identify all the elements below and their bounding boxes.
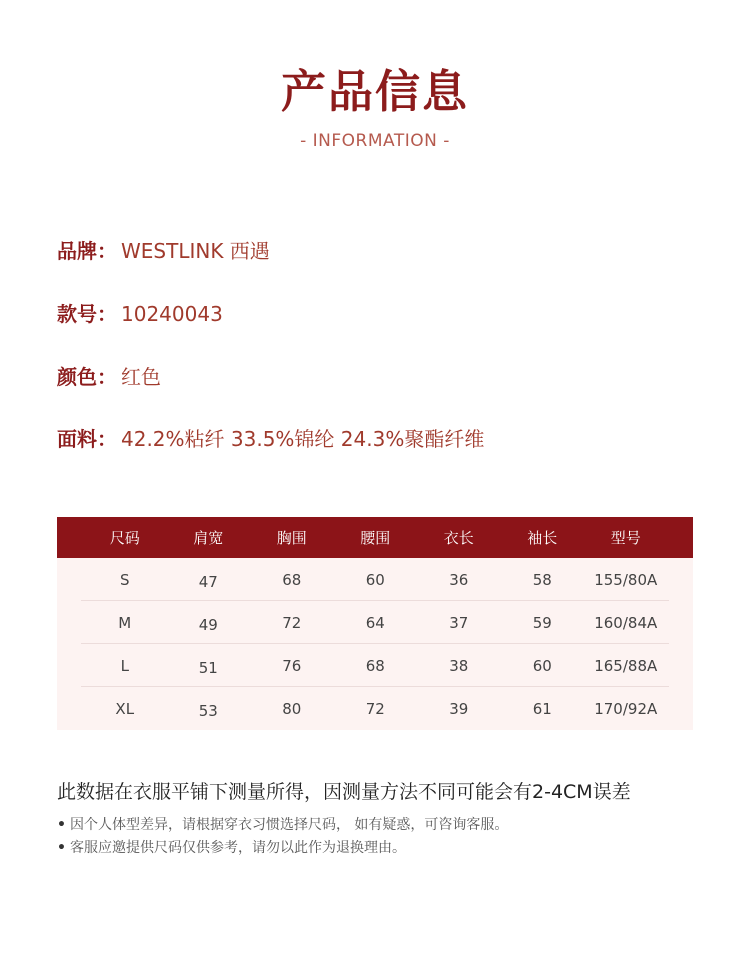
measurement-note-item	[57, 837, 406, 857]
cell-size: M	[118, 613, 132, 632]
table-row	[57, 644, 693, 687]
fabric-label: 面料：	[57, 427, 117, 451]
header-sleeve: 袖长	[527, 529, 558, 547]
brand-label: 品牌：	[57, 239, 117, 263]
color-value: 红色	[121, 365, 161, 389]
cell-sleeve: 60	[532, 656, 552, 675]
header-fit: 型号	[610, 529, 641, 547]
cell-shoulder: 51	[198, 658, 218, 677]
cell-size: XL	[115, 699, 135, 718]
color-row	[57, 361, 161, 390]
table-row	[57, 558, 693, 601]
cell-fit: 155/80A	[594, 570, 658, 589]
table-row	[57, 601, 693, 644]
cell-fit: 165/88A	[594, 656, 658, 675]
cell-shoulder: 53	[198, 701, 218, 720]
cell-sleeve: 61	[532, 699, 552, 718]
header-chest: 胸围	[276, 529, 307, 547]
cell-shoulder: 47	[198, 572, 218, 591]
cell-chest: 68	[282, 570, 302, 589]
cell-length: 37	[449, 613, 469, 632]
page-subtitle: - INFORMATION -	[300, 131, 450, 151]
header-waist: 腰围	[360, 529, 391, 547]
cell-waist: 68	[365, 656, 385, 675]
cell-shoulder: 49	[198, 615, 218, 634]
note-text: 客服应邀提供尺码仅供参考，请勿以此作为退换理由。	[69, 840, 406, 856]
measurement-note-title: 此数据在衣服平铺下测量所得，因测量方法不同可能会有2-4CM误差	[57, 781, 631, 803]
fabric-row	[57, 423, 484, 452]
cell-length: 38	[449, 656, 469, 675]
cell-sleeve: 59	[532, 613, 552, 632]
cell-waist: 60	[365, 570, 385, 589]
cell-chest: 72	[282, 613, 302, 632]
cell-length: 39	[449, 699, 469, 718]
color-label: 颜色：	[57, 365, 117, 389]
table-row	[57, 687, 693, 730]
cell-sleeve: 58	[532, 570, 552, 589]
header-shoulder: 肩宽	[193, 529, 224, 547]
size-table	[57, 517, 693, 730]
style-number-label: 款号：	[57, 302, 117, 326]
header-length: 衣长	[443, 529, 474, 547]
cell-waist: 64	[365, 613, 385, 632]
cell-chest: 76	[282, 656, 302, 675]
style-number-value: 10240043	[121, 302, 223, 326]
header-size: 尺码	[109, 529, 140, 547]
cell-fit: 170/92A	[594, 699, 658, 718]
bullet-icon: •	[57, 817, 66, 833]
cell-chest: 80	[282, 699, 302, 718]
cell-size: L	[120, 656, 129, 675]
size-table-header	[57, 517, 693, 558]
cell-fit: 160/84A	[594, 613, 658, 632]
page-title: 产品信息	[280, 65, 469, 118]
brand-value: WESTLINK 西遇	[121, 239, 270, 263]
style-number-row	[57, 298, 223, 327]
brand-row	[57, 235, 270, 264]
cell-size: S	[119, 570, 130, 589]
cell-length: 36	[449, 570, 469, 589]
note-text: 因个人体型差异，请根据穿衣习惯选择尺码， 如有疑惑，可咨询客服。	[69, 817, 509, 833]
bullet-icon: •	[57, 840, 66, 856]
cell-waist: 72	[365, 699, 385, 718]
measurement-note-item	[57, 814, 508, 834]
fabric-value: 42.2%粘纤 33.5%锦纶 24.3%聚酯纤维	[121, 427, 485, 451]
